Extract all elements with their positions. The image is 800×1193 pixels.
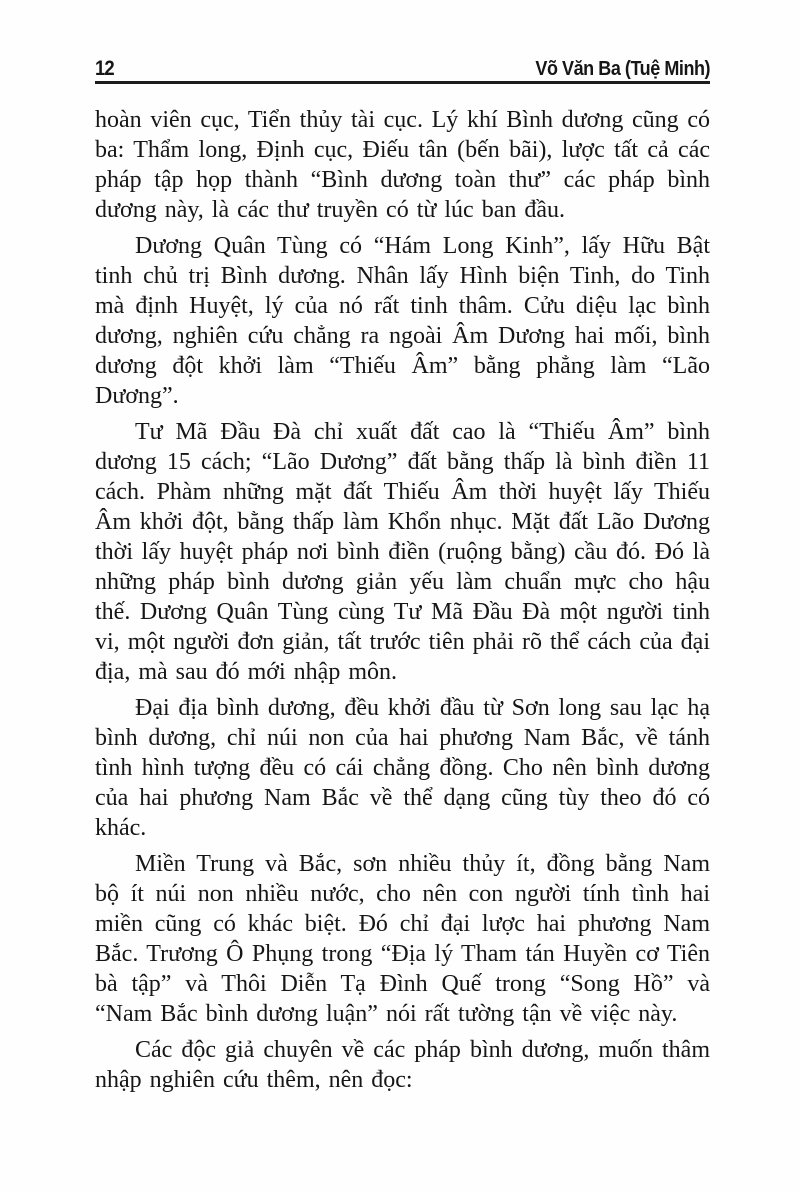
paragraph: Miền Trung và Bắc, sơn nhiều thủy ít, đồng bằng Nam bộ ít núi non nhiều nước, cho nên con người tính tình hai miền cũng có khác biệt. Đó chỉ đại lược hai phương Nam Bắc. Trương Ô Phụng trong “Địa lý Tham tán Huyền cơ Tiên bà tập” và Thôi Diễn Tạ Đình Quế trong “Song Hồ” và “Nam Bắc bình dương luận” nói rất tường tận về việc này. [95,851,710,1027]
paragraph: Tư Mã Đầu Đà chỉ xuất đất cao là “Thiếu Âm” bình dương 15 cách; “Lão Dương” đất bằng thấp là bình điền 11 cách. Phàm những mặt đất Thiếu Âm thời huyệt lấy Thiếu Âm khởi đột, bằng thấp làm Khổn nhục. Mặt đất Lão Dương thời lấy huyệt pháp nơi bình điền (ruộng bằng) cầu đó. Đó là những pháp bình dương giản yếu làm chuẩn mực cho hậu thế. Dương Quân Tùng cùng Tư Mã Đầu Đà một người tinh vi, một người đơn giản, tất trước tiên phải rõ thể cách của đại địa, mà sau đó mới nhập môn. [95,419,710,685]
page-header [95,0,710,79]
page-number: 12 [95,57,114,80]
paragraph: Dương Quân Tùng có “Hám Long Kinh”, lấy Hữu Bật tinh chủ trị Bình dương. Nhân lấy Hình biện Tinh, do Tinh mà định Huyệt, lý của nó rất tinh thâm. Cửu diệu lạc bình dương, nghiên cứu chẳng ra ngoài Âm Dương hai mối, bình dương đột khởi làm “Thiếu Âm” bằng phẳng làm “Lão Dương”. [95,233,710,409]
page-body [95,105,710,1095]
running-title: Võ Văn Ba (Tuệ Minh) [535,58,710,80]
page-content [95,0,710,1101]
paragraph: Các độc giả chuyên về các pháp bình dương, muốn thâm nhập nghiên cứu thêm, nên đọc: [95,1037,710,1093]
paragraph: Đại địa bình dương, đều khởi đầu từ Sơn long sau lạc hạ bình dương, chỉ núi non của hai phương Nam Bắc, về tánh tình hình tượng đều có cái chẳng đồng. Cho nên bình dương của hai phương Nam Bắc về thể dạng cũng tùy theo đó có khác. [95,695,710,841]
header-rule [95,81,710,84]
paragraph: hoàn viên cục, Tiển thủy tài cục. Lý khí Bình dương cũng có ba: Thẩm long, Định cục, Điếu tân (bến bãi), lược tất cả các pháp tập họp thành “Bình dương toàn thư” các pháp bình dương này, là các thư truyền có từ lúc ban đầu. [95,107,710,223]
